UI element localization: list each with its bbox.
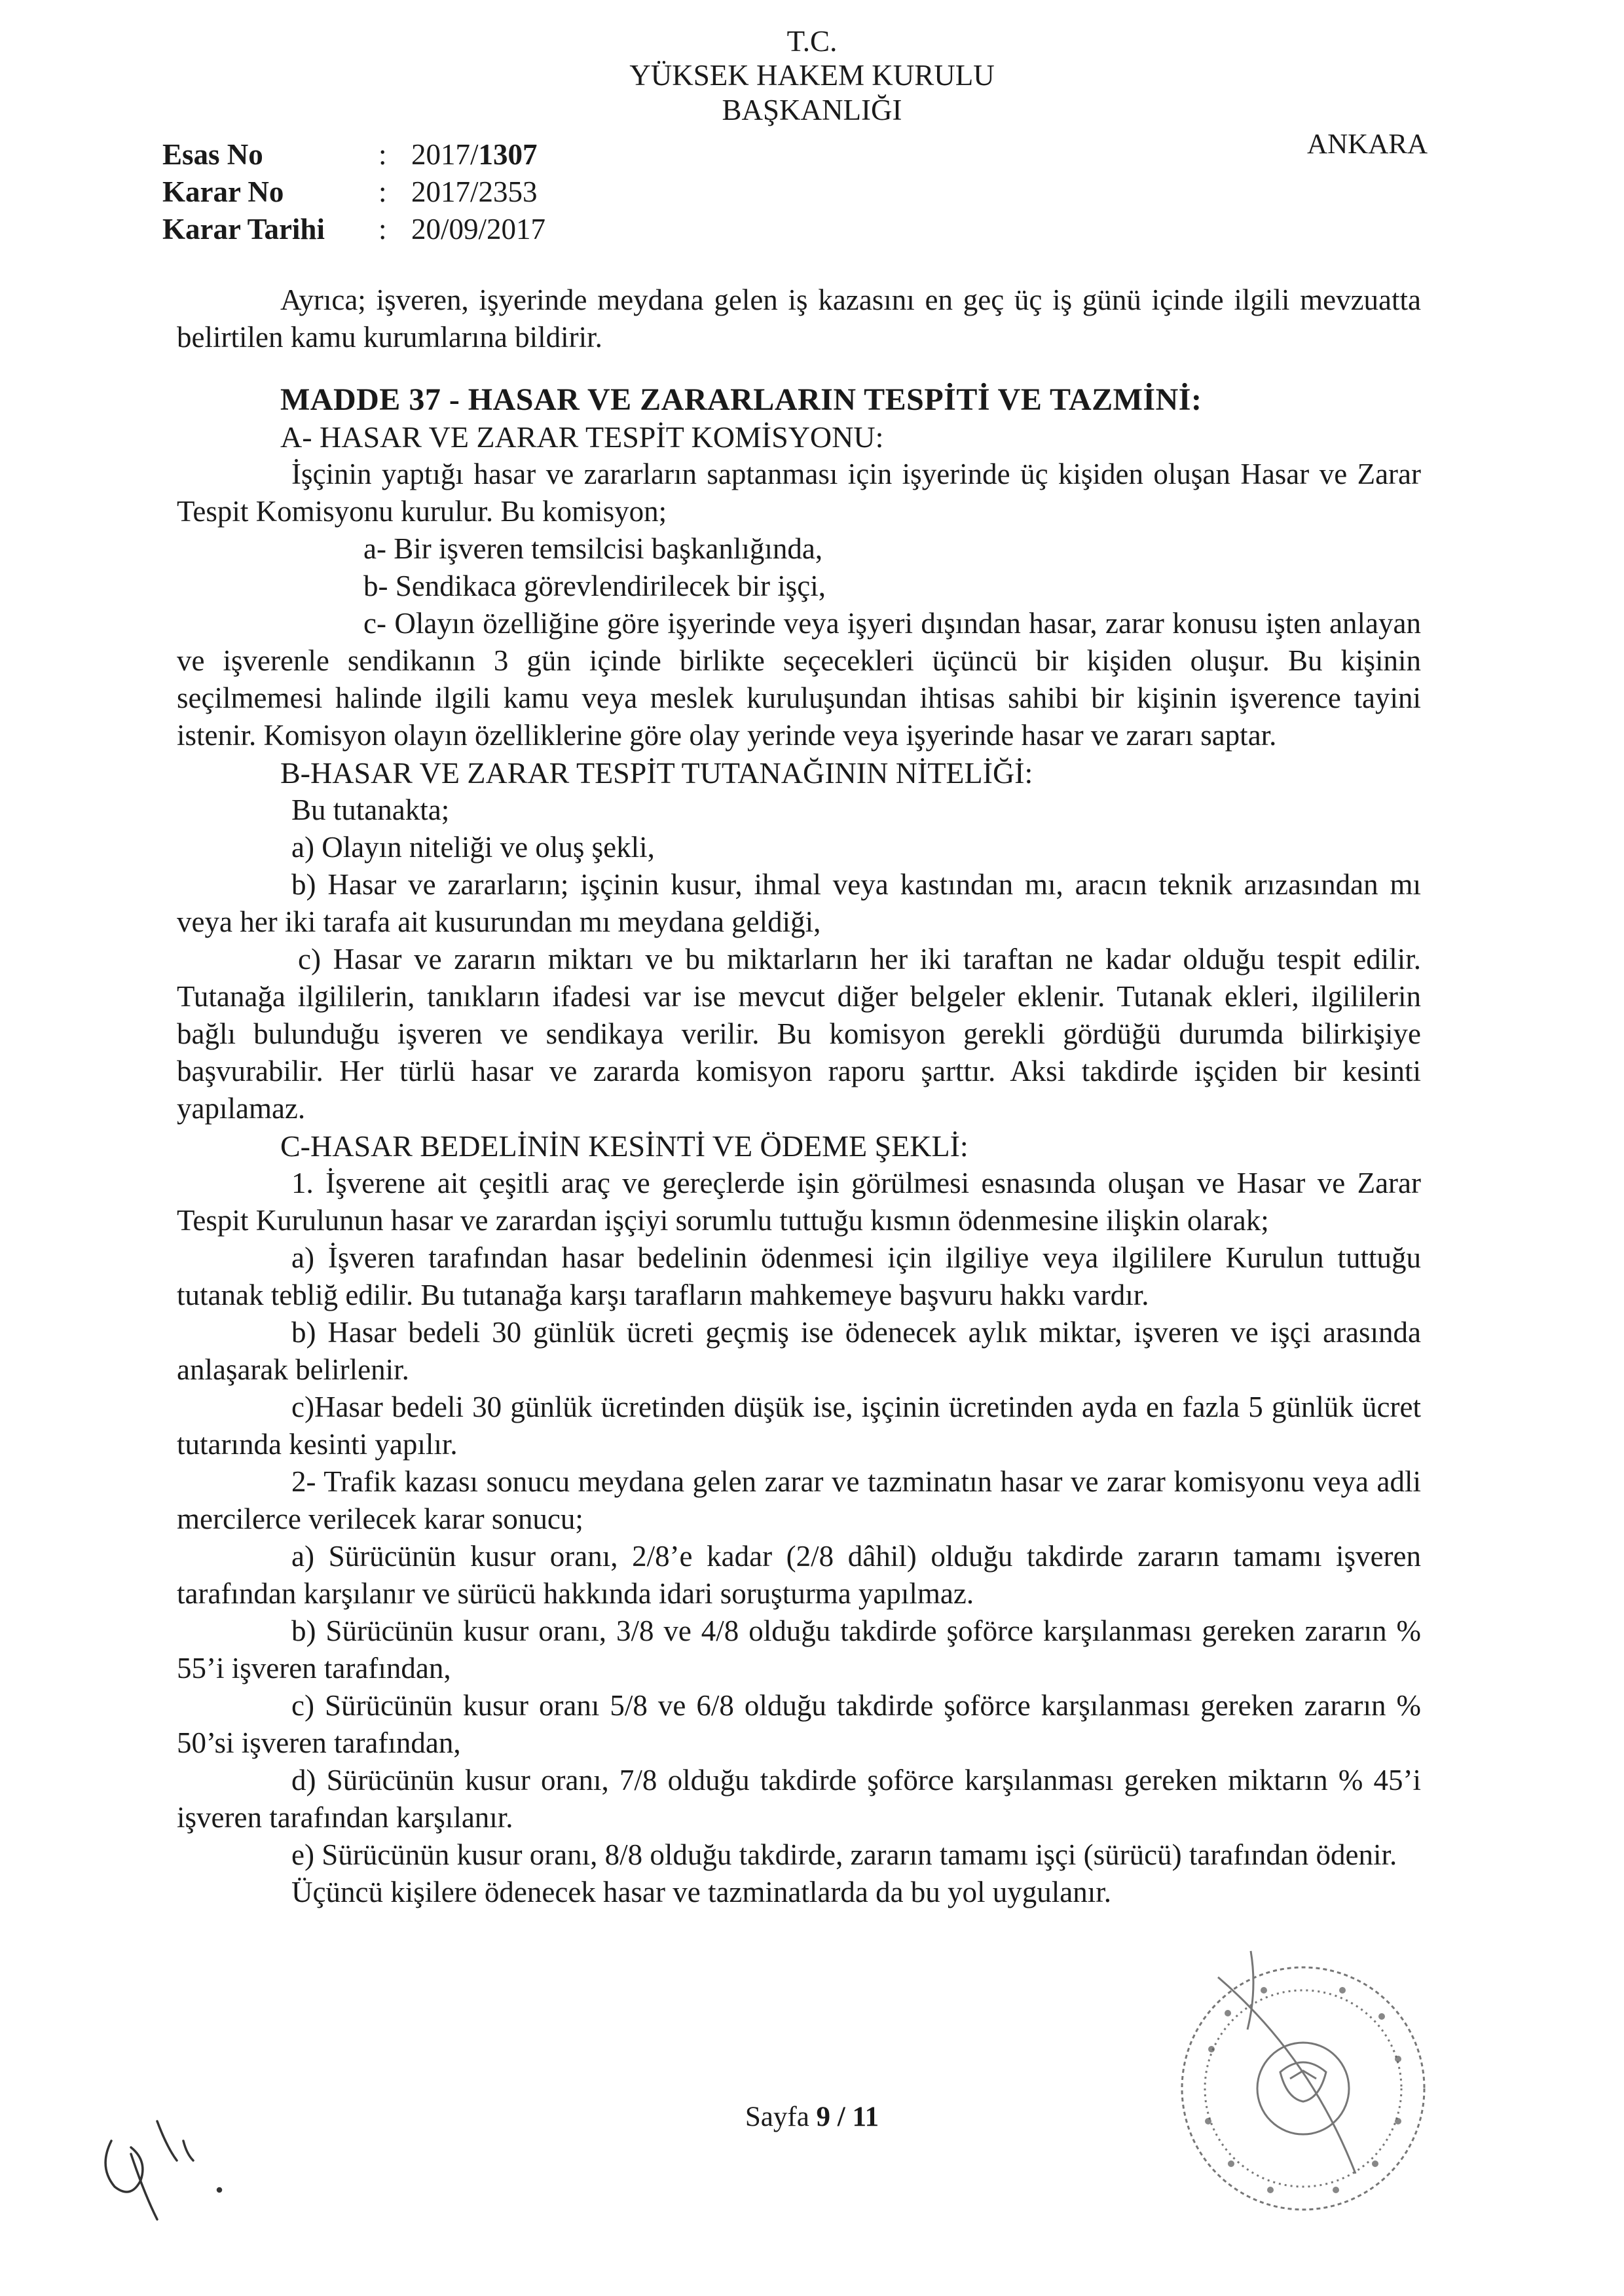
section-a-title: A- HASAR VE ZARAR TESPİT KOMİSYONU:: [280, 420, 884, 454]
section-a-item-a: a- Bir işveren temsilcisi başkanlığında,: [363, 532, 823, 565]
karar-row: [162, 173, 545, 211]
esas-value-prefix: 2017/: [411, 138, 479, 171]
header-city: ANKARA: [1307, 129, 1428, 160]
section-c-item-2c: c) Sürücünün kusur oranı 5/8 ve 6/8 olduğu takdirde şoförce karşılanması gereken zararın % 50’si işveren tarafından,: [177, 1689, 1421, 1759]
section-b-title: B-HASAR VE ZARAR TESPİT TUTANAĞININ NİTELİĞİ:: [280, 756, 1033, 790]
page-prefix: Sayfa: [745, 2102, 817, 2132]
karar-colon: :: [378, 175, 387, 208]
section-c-item-2d: d) Sürücünün kusur oranı, 7/8 olduğu takdirde şoförce karşılanması gereken miktarın % 45’i işveren tarafından karşılanır.: [177, 1764, 1421, 1834]
paragraph-ayrica: Ayrıca; işveren, işyerinde meydana gelen iş kazasını en geç üç iş günü içinde ilgili mevzuatta belirtilen kamu kurumlarına bildirir.: [177, 283, 1421, 354]
tarih-colon: :: [378, 213, 387, 246]
page-current: 9: [816, 2102, 831, 2132]
madde-title: MADDE 37 - HASAR VE ZARARLARIN TESPİTİ VE TAZMİNİ:: [280, 382, 1202, 417]
header-org-line2: BAŞKANLIĞI: [722, 94, 902, 126]
section-a-item-b: b- Sendikaca görevlendirilecek bir işçi,: [363, 570, 826, 602]
section-a-intro: İşçinin yaptığı hasar ve zararların saptanması için işyerinde üç kişiden oluşan Hasar ve Zarar Tespit Komisyonu kurulur. Bu komisyon;: [177, 458, 1421, 528]
page-separator: /: [830, 2102, 853, 2132]
karar-label: Karar No: [162, 175, 284, 208]
header-tc: T.C.: [786, 25, 838, 58]
section-c-item-2e: e) Sürücünün kusur oranı, 8/8 olduğu takdirde, zararın tamamı işçi (sürücü) tarafından ödenir.: [291, 1838, 1397, 1871]
section-b-item-a: a) Olayın niteliği ve oluş şekli,: [291, 831, 655, 864]
page-total: 11: [852, 2102, 879, 2132]
section-c-item-2a: a) Sürücünün kusur oranı, 2/8’e kadar (2/8 dâhil) olduğu takdirde zararın tamamı işveren tarafından karşılanır ve sürücü hakkında idari soruşturma yapılmaz.: [177, 1540, 1421, 1610]
closing-paragraph: Üçüncü kişilere ödenecek hasar ve tazminatlarda da bu yol uygulanır.: [291, 1876, 1112, 1908]
esas-label: Esas No: [162, 138, 263, 171]
section-c-item-2: 2- Trafik kazası sonucu meydana gelen zarar ve tazminatın hasar ve zarar komisyonu veya adli mercilerce verilecek karar sonucu;: [177, 1465, 1421, 1535]
official-seal-icon: [1139, 1938, 1454, 2239]
karar-value: 2017/2353: [411, 175, 538, 208]
section-c-item-1b: b) Hasar bedeli 30 günlük ücreti geçmiş ise ödenecek aylık miktar, işveren ve işçi arasında anlaşarak belirlenir.: [177, 1316, 1421, 1386]
esas-value-number: 1307: [478, 138, 538, 171]
section-c-item-2b: b) Sürücünün kusur oranı, 3/8 ve 4/8 olduğu takdirde şoförce karşılanması gereken zararın % 55’i işveren tarafından,: [177, 1614, 1421, 1685]
section-c-item-1: 1. İşverene ait çeşitli araç ve gereçlerde işin görülmesi esnasında oluşan ve Hasar ve Zarar Tespit Kurulunun hasar ve zarardan işçiyi sorumlu tuttuğu kısmın ödenmesine ilişkin olarak;: [177, 1167, 1421, 1237]
section-c-item-1c: c)Hasar bedeli 30 günlük ücretinden düşük ise, işçinin ücretinden ayda en fazla 5 günlük ücret tutarında kesinti yapılır.: [177, 1391, 1421, 1461]
header-org-line1: YÜKSEK HAKEM KURULU: [629, 59, 995, 92]
case-metadata: [162, 136, 545, 248]
signature-icon: [85, 2102, 242, 2232]
section-a-item-c: c- Olayın özelliğine göre işyerinde veya işyeri dışından hasar, zarar konusu işten anlayan ve işverenle sendikanın 3 gün içinde birlikte seçecekleri üçüncü bir kişiden oluşur. Bu kişinin seçilmemesi halinde ilgili kamu veya meslek kuruluşundan ihtisas sahibi bir kişinin işverence tayini istenir. Komisyon olayın özelliklerine göre olay yerinde veya işyerinde hasar ve zararı saptar.: [177, 607, 1421, 752]
tarih-label: Karar Tarihi: [162, 213, 325, 246]
section-b-intro: Bu tutanakta;: [291, 793, 450, 826]
page-number: [714, 2101, 910, 2133]
section-b-item-c: c) Hasar ve zararın miktarı ve bu miktarların her iki taraftan ne kadar olduğu tespit edilir. Tutanağa ilgililerin, tanıkların ifadesi var ise mevcut diğer belgeler eklenir. Tutanak ekleri, ilgililerin bağlı bulunduğu işveren ve sendikaya verilir. Bu komisyon gerekli gördüğü durumda bilirkişiye başvurabilir. Her türlü hasar ve zararda komisyon raporu şarttır. Aksi takdirde işçiden bir kesinti yapılamaz.: [177, 943, 1421, 1125]
section-c-item-1a: a) İşveren tarafından hasar bedelinin ödenmesi için ilgiliye veya ilgililere Kurulun tuttuğu tutanak tebliğ edilir. Bu tutanağa karşı tarafların mahkemeye başvuru hakkı vardır.: [177, 1241, 1421, 1311]
document-body: [177, 282, 1421, 1911]
tarih-row: [162, 211, 545, 248]
esas-colon: :: [378, 138, 387, 171]
esas-row: [162, 136, 545, 173]
tarih-value: 20/09/2017: [411, 213, 546, 246]
section-c-title: C-HASAR BEDELİNİN KESİNTİ VE ÖDEME ŞEKLİ:: [280, 1129, 969, 1163]
section-b-item-b: b) Hasar ve zararların; işçinin kusur, ihmal veya kastından mı, aracın teknik arızasından mı veya her iki tarafa ait kusurundan mı meydana geldiği,: [177, 868, 1421, 938]
